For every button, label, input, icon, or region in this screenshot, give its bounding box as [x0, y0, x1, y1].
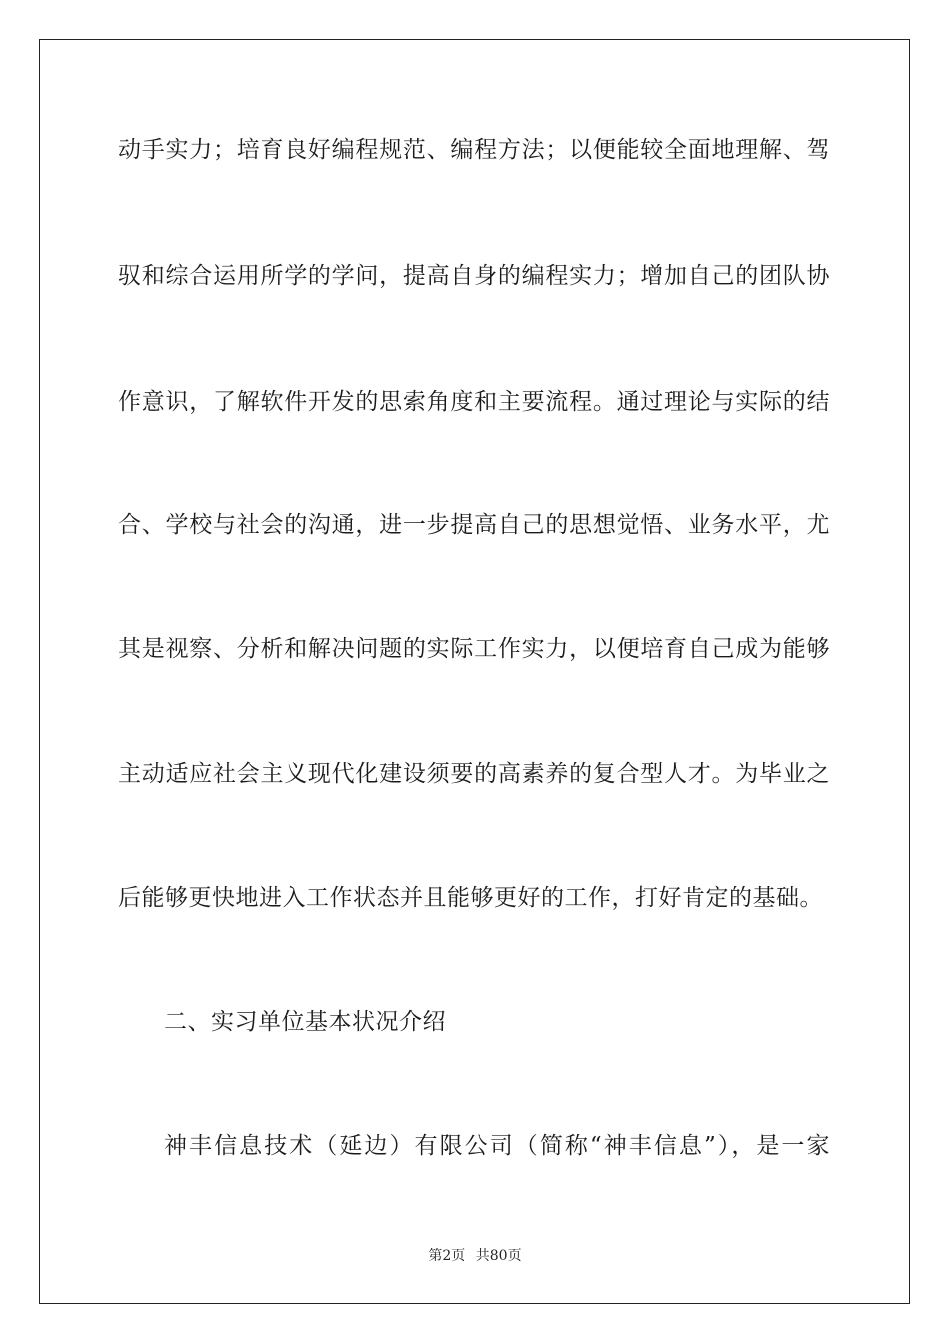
paragraph-line: 驭和综合运用所学的学问，提高自身的编程实力；增加自己的团队协 [118, 263, 830, 289]
paragraph-line: 其是视察、分析和解决问题的实际工作实力，以便培育自己成为能够 [118, 636, 830, 662]
paragraph-line: 后能够更快地进入工作状态并且能够更好的工作，打好肯定的基础。 [118, 885, 823, 911]
section-heading: 二、实习单位基本状况介绍 [164, 1009, 446, 1035]
paragraph-line: 神丰信息技术（延边）有限公司（简称“神丰信息”），是一家 [164, 1133, 830, 1159]
paragraph-line: 动手实力；培育良好编程规范、编程方法；以便能较全面地理解、驾 [118, 137, 830, 163]
paragraph-line: 作意识，了解软件开发的思索角度和主要流程。通过理论与实际的结 [118, 389, 830, 415]
page-footer [0, 1247, 950, 1265]
total-pages: 共80页 [475, 1248, 522, 1264]
page-number: 第2页 [428, 1248, 466, 1264]
page-border [39, 39, 910, 1304]
paragraph-line: 合、学校与社会的沟通，进一步提高自己的思想觉悟、业务水平，尤 [118, 512, 830, 538]
paragraph-line: 主动适应社会主义现代化建设须要的高素养的复合型人才。为毕业之 [118, 761, 830, 787]
